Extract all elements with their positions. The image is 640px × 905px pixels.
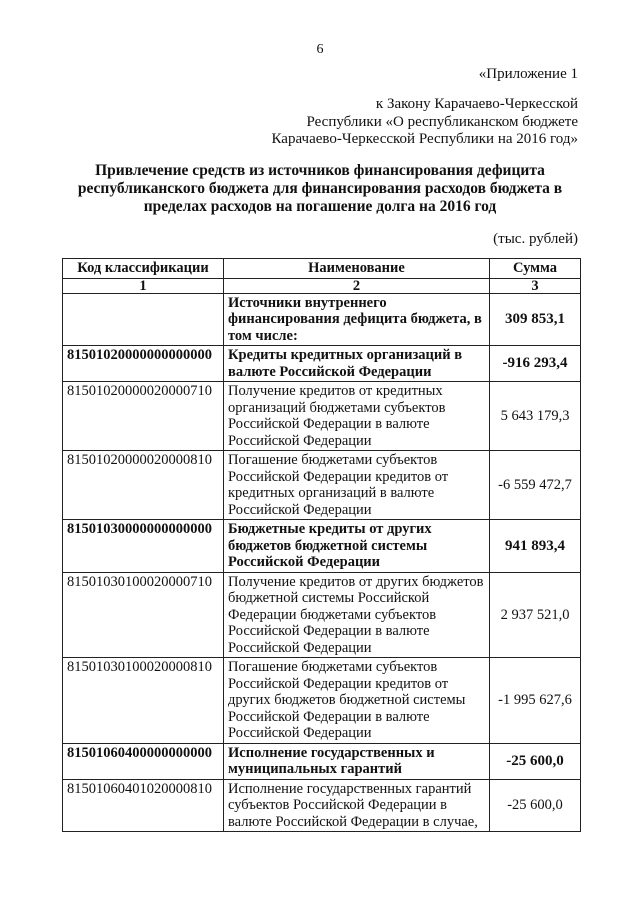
title-line: Привлечение средств из источников финансирования дефицита <box>95 162 545 179</box>
page-number: 6 <box>316 42 324 57</box>
row-code: 81501030000000000000 <box>63 520 224 573</box>
sources-table <box>62 258 581 832</box>
header-code: Код классификации <box>63 259 224 279</box>
table-row <box>63 520 581 573</box>
table-row <box>63 779 581 832</box>
table-row <box>63 658 581 744</box>
units-label: (тыс. рублей) <box>493 231 578 247</box>
row-code <box>63 293 224 346</box>
row-sum: 309 853,1 <box>490 293 581 346</box>
law-reference-line: к Закону Карачаево-Черкесской <box>375 96 578 112</box>
row-name: Исполнение государственных гарантий субъектов Российской Федерации в валюте Российской Федерации в случае, <box>224 779 490 832</box>
row-code: 81501020000020000710 <box>63 382 224 451</box>
row-name: Исполнение государственных и муниципальных гарантий <box>224 743 490 779</box>
table-row <box>63 451 581 520</box>
row-sum: -25 600,0 <box>490 779 581 832</box>
row-name: Погашение бюджетами субъектов Российской Федерации кредитов от кредитных организаций в валюте Российской Федерации <box>224 451 490 520</box>
table-row <box>63 293 581 346</box>
law-reference-line: Карачаево-Черкесской Республики на 2016 год» <box>271 131 578 147</box>
title-line: пределах расходов на погашение долга на 2016 год <box>143 198 497 215</box>
row-code: 81501060400000000000 <box>63 743 224 779</box>
row-sum: -25 600,0 <box>490 743 581 779</box>
row-sum: 2 937 521,0 <box>490 572 581 658</box>
table-row <box>63 743 581 779</box>
law-reference-line: Республики «О республиканском бюджете <box>306 113 578 130</box>
row-name: Источники внутреннего финансирования дефицита бюджета, в том числе: <box>224 293 490 346</box>
column-number: 2 <box>224 278 490 293</box>
document-title <box>62 162 578 216</box>
column-number: 3 <box>490 278 581 293</box>
row-name: Погашение бюджетами субъектов Российской Федерации кредитов от других бюджетов бюджетной системы Российской Федерации в валюте Российской Федерации <box>224 658 490 744</box>
row-code: 81501030100020000810 <box>63 658 224 744</box>
row-code: 81501020000000000000 <box>63 346 224 382</box>
row-sum: -916 293,4 <box>490 346 581 382</box>
row-name: Кредиты кредитных организаций в валюте Российской Федерации <box>224 346 490 382</box>
row-code: 81501030100020000710 <box>63 572 224 658</box>
row-sum: 5 643 179,3 <box>490 382 581 451</box>
title-line: республиканского бюджета для финансирования расходов бюджета в <box>77 180 563 197</box>
row-code: 81501020000020000810 <box>63 451 224 520</box>
row-name: Бюджетные кредиты от других бюджетов бюджетной системы Российской Федерации <box>224 520 490 573</box>
row-name: Получение кредитов от кредитных организаций бюджетами субъектов Российской Федерации в валюте Российской Федерации <box>224 382 490 451</box>
law-reference <box>272 96 579 149</box>
header-name: Наименование <box>224 259 490 279</box>
column-number-row <box>63 278 581 293</box>
row-sum: 941 893,4 <box>490 520 581 573</box>
header-row <box>63 259 581 279</box>
table-row <box>63 572 581 658</box>
column-number: 1 <box>63 278 224 293</box>
table-row <box>63 382 581 451</box>
row-sum: -1 995 627,6 <box>490 658 581 744</box>
appendix-label: «Приложение 1 <box>478 66 578 82</box>
table-row <box>63 346 581 382</box>
row-sum: -6 559 472,7 <box>490 451 581 520</box>
row-code: 81501060401020000810 <box>63 779 224 832</box>
row-name: Получение кредитов от других бюджетов бюджетной системы Российской Федерации бюджетами субъектов Российской Федерации в валюте Российской Федерации <box>224 572 490 658</box>
header-sum: Сумма <box>490 259 581 279</box>
